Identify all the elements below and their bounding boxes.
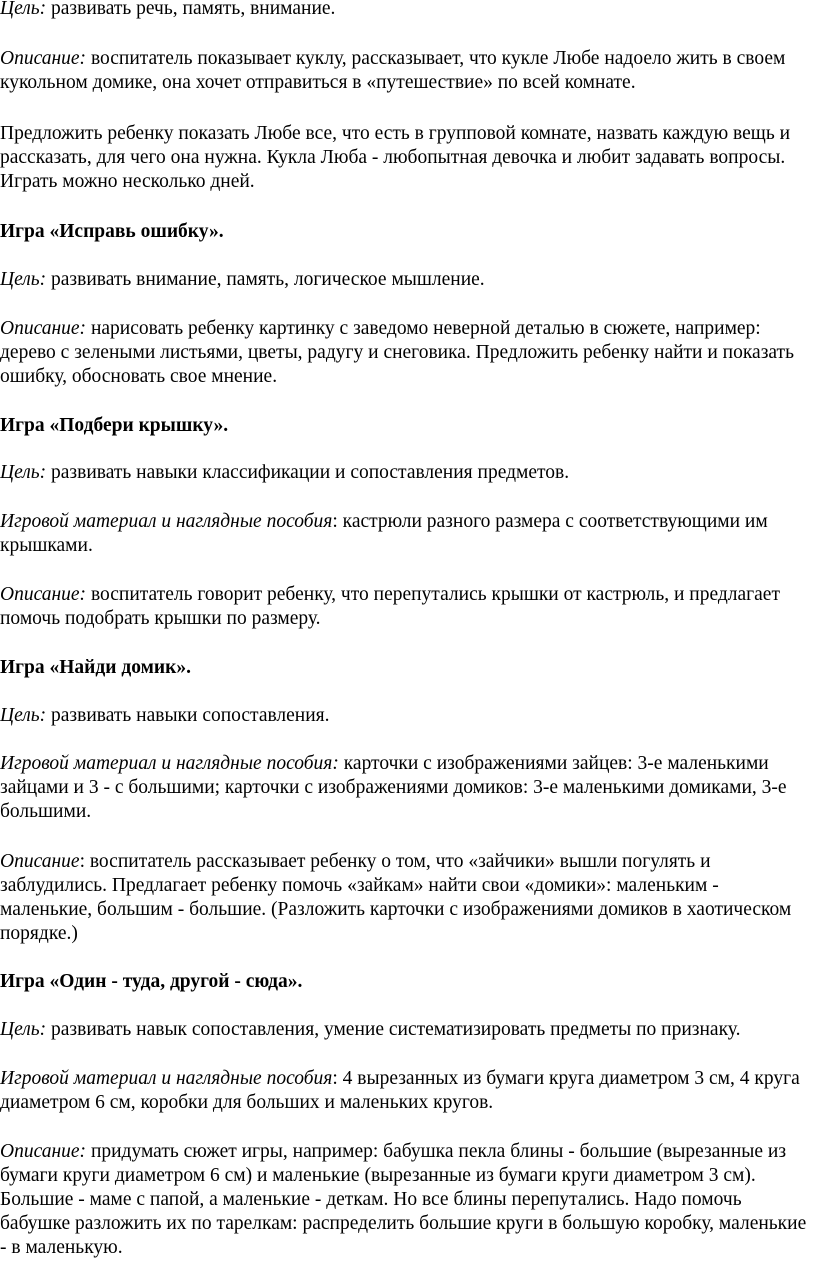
materials-text: : кастрюли разного размера с соответствующими им крышками. — [0, 511, 768, 556]
description-text: : воспитатель рассказывает ребенку о том, что «зайчики» вышли погулять и заблудились. Предлагает ребенку помочь «зайкам» найти свои «домики»: маленьким - маленькие, большим - большие. (Разложить карточки с изображениями домиков в хаотическом порядке.) — [0, 851, 792, 944]
description-label: Описание: — [0, 1141, 87, 1162]
description-paragraph — [0, 850, 814, 946]
goal-paragraph — [0, 0, 814, 21]
game-heading: Игра «Исправь ошибку». — [0, 221, 224, 242]
body-paragraph — [0, 122, 814, 194]
goal-label: Цель: — [0, 269, 47, 290]
goal-text: развивать речь, память, внимание. — [46, 0, 336, 19]
description-paragraph — [0, 47, 814, 95]
goal-label: Цель: — [0, 705, 47, 726]
game-heading: Игра «Подбери крышку». — [0, 415, 229, 436]
body-text: Предложить ребенку показать Любе все, что есть в групповой комнате, назвать каждую вещь и рассказать, для чего она нужна. Кукла Люба - любопытная девочка и любит задавать вопросы. Играть можно несколько дней. — [0, 123, 791, 192]
goal-text: развивать навык сопоставления, умение систематизировать предметы по признаку. — [46, 1019, 741, 1040]
goal-paragraph — [0, 704, 814, 728]
materials-paragraph — [0, 1067, 814, 1115]
goal-paragraph — [0, 461, 814, 485]
description-label: Описание: — [0, 318, 87, 339]
materials-label: Игровой материал и наглядные пособия — [0, 511, 333, 532]
description-paragraph — [0, 583, 814, 631]
materials-paragraph — [0, 752, 814, 824]
materials-text: карточки с изображениями зайцев: 3-е маленькими зайцами и 3 - с большими; карточки с изображениями домиков: 3-е маленькими домиками, 3-е большими. — [0, 753, 787, 822]
goal-text: развивать навыки классификации и сопоставления предметов. — [46, 462, 570, 483]
materials-text: : 4 вырезанных из бумаги круга диаметром 3 см, 4 круга диаметром 6 см, коробки для больших и маленьких кругов. — [0, 1068, 800, 1113]
description-label: Описание: — [0, 48, 87, 69]
description-text: придумать сюжет игры, например: бабушка пекла блины - большие (вырезанные из бумаги круги диаметром 6 см) и маленькие (вырезанные из бумаги круги диаметром 3 см). Большие - маме с папой, а маленькие - деткам. Но все блины перепутались. Надо помочь бабушке разложить их по тарелкам: распределить большие круги в большую коробку, маленькие - в маленькую. — [0, 1141, 807, 1258]
description-label: Описание: — [0, 584, 87, 605]
game-heading: Игра «Один - туда, другой - сюда». — [0, 971, 303, 992]
goal-label: Цель: — [0, 1019, 47, 1040]
goal-text: развивать навыки сопоставления. — [46, 705, 330, 726]
goal-paragraph — [0, 1018, 814, 1042]
goal-label: Цель: — [0, 0, 47, 19]
game-heading: Игра «Найди домик». — [0, 657, 191, 678]
goal-text: развивать внимание, память, логическое мышление. — [46, 269, 485, 290]
description-paragraph — [0, 1140, 814, 1260]
materials-paragraph — [0, 510, 814, 558]
description-label: Описание — [0, 851, 80, 872]
description-text: воспитатель показывает куклу, рассказывает, что кукле Любе надоело жить в своем кукольном домике, она хочет отправиться в «путешествие» по всей комнате. — [0, 48, 786, 93]
goal-paragraph — [0, 268, 814, 292]
goal-label: Цель: — [0, 462, 47, 483]
materials-label: Игровой материал и наглядные пособия: — [0, 753, 339, 774]
materials-label: Игровой материал и наглядные пособия — [0, 1068, 333, 1089]
description-text: воспитатель говорит ребенку, что перепутались крышки от кастрюль, и предлагает помочь подобрать крышки по размеру. — [0, 584, 780, 629]
description-text: нарисовать ребенку картинку с заведомо неверной деталью в сюжете, например: дерево с зелеными листьями, цветы, радугу и снеговика. Предложить ребенку найти и показать ошибку, обосновать свое мнение. — [0, 318, 794, 387]
description-paragraph — [0, 317, 814, 389]
